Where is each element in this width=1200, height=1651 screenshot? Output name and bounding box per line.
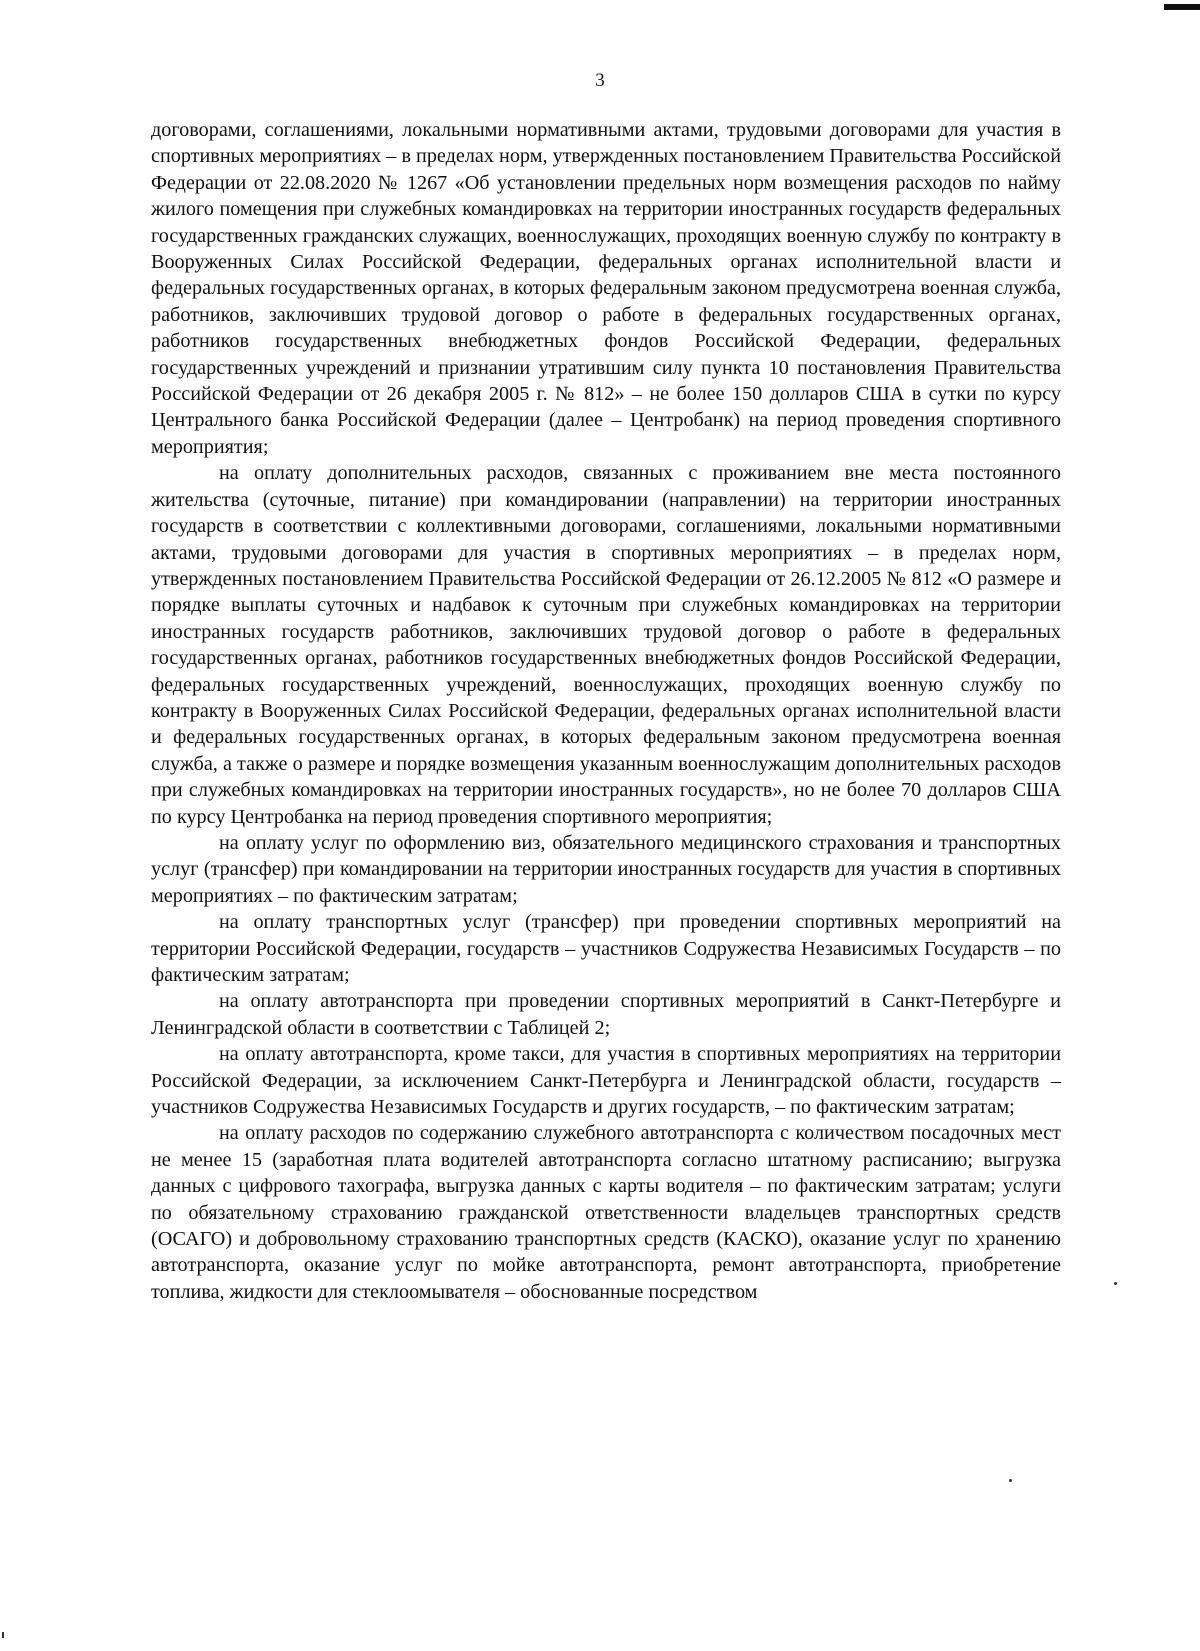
scan-speck [1114,1282,1117,1285]
paragraph-5: на оплату автотранспорта при проведении спортивных мероприятий в Санкт-Петербурге и Ленинградской области в соответствии с Таблицей 2; [151,990,1061,1039]
paragraph-7: на оплату расходов по содержанию служебного автотранспорта с количеством посадочных мест не менее 15 (заработная плата водителей автотранспорта согласно штатному расписанию; выгрузка данных с цифрового тахографа, выгрузка данных с карты водителя – по фактическим затратам; услуги по обязательному страхованию гражданской ответственности владельцев транспортных средств (ОСАГО) и добровольному страхованию транспортных средств (КАСКО), оказание услуг по хранению автотранспорта, оказание услуг по мойке автотранспорта, ремонт автотранспорта, приобретение топлива, жидкости для стеклоомывателя – обоснованные посредством [151,1122,1061,1303]
paragraph-1: договорами, соглашениями, локальными нормативными актами, трудовыми договорами для участия в спортивных мероприятиях – в пределах норм, утвержденных постановлением Правительства Российской Федерации от 22.08.2020 № 1267 «Об установлении предельных норм возмещения расходов по найму жилого помещения при служебных командировках на территории иностранных государств федеральных государственных гражданских служащих, военнослужащих, проходящих военную службу по контракту в Вооруженных Силах Российской Федерации, федеральных органах исполнительной власти и федеральных государственных органах, в которых федеральным законом предусмотрена военная служба, работников, заключивших трудовой договор о работе в федеральных государственных органах, работников государственных внебюджетных фондов Российской Федерации, федеральных государственных учреждений и признании утратившим силу пункта 10 постановления Правительства Российской Федерации от 26 декабря 2005 г. № 812» – не более 150 долларов США в сутки по курсу Центрального банка Российской Федерации (далее – Центробанк) на период проведения спортивного мероприятия; [151,119,1062,458]
scan-corner-mark [1164,4,1200,10]
paragraph-6: на оплату автотранспорта, кроме такси, для участия в спортивных мероприятиях на территории Российской Федерации, за исключением Санкт-Петербурга и Ленинградской области, государств – участников Содружества Независимых Государств и других государств, – по фактическим затратам; [151,1043,1061,1119]
document-body [151,117,1061,1305]
page-number: 3 [595,70,605,91]
scan-speck [2,1632,4,1638]
scan-speck [1009,1479,1012,1482]
paragraph-2: на оплату дополнительных расходов, связанных с проживанием вне места постоянного жительства (суточные, питание) при командировании (направлении) на территории иностранных государств в соответствии с коллективными договорами, соглашениями, локальными нормативными актами, трудовыми договорами для участия в спортивных мероприятиях – в пределах норм, утвержденных постановлением Правительства Российской Федерации от 26.12.2005 № 812 «О размере и порядке выплаты суточных и надбавок к суточным при служебных командировках на территории иностранных государств работников, заключивших трудовой договор о работе в федеральных государственных органах, работников государственных внебюджетных фондов Российской Федерации, федеральных государственных учреждений, военнослужащих, проходящих военную службу по контракту в Вооруженных Силах Российской Федерации, федеральных органах исполнительной власти и федеральных государственных органах, в которых федеральным законом предусмотрена военная служба, а также о размере и порядке возмещения указанным военнослужащим дополнительных расходов при служебных командировках на территории иностранных государств», но не более 70 долларов США по курсу Центробанка на период проведения спортивного мероприятия; [151,462,1061,828]
paragraph-3: на оплату услуг по оформлению виз, обязательного медицинского страхования и транспортных услуг (трансфер) при командировании на территории иностранных государств для участия в спортивных мероприятиях – по фактическим затратам; [151,831,1061,907]
paragraph-4: на оплату транспортных услуг (трансфер) при проведении спортивных мероприятий на территории Российской Федерации, государств – участников Содружества Независимых Государств – по фактическим затратам; [151,911,1061,986]
